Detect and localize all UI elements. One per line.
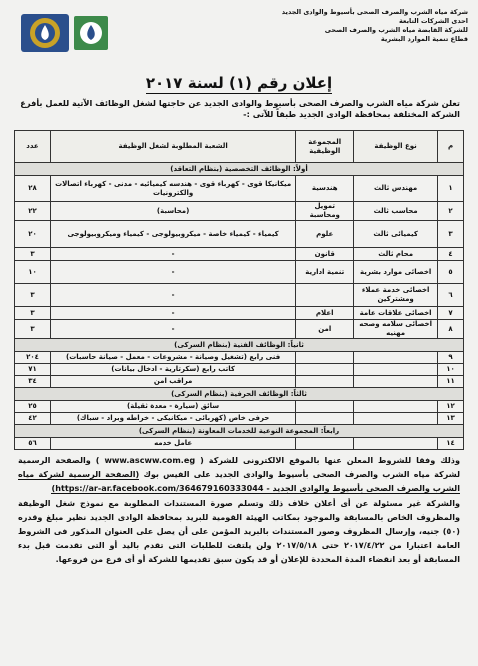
cell-spec: مراقب امن xyxy=(50,376,295,388)
table-row xyxy=(15,376,464,388)
cell-type: اخصائى سلامه وصحه مهنيه xyxy=(354,320,438,339)
cell-spec: - xyxy=(50,320,295,339)
intro-paragraph: تعلن شركة مياه الشرب والصرف الصحى بأسيوط والوادى الجديد عن حاجتها لشغل الوظائف الآتية للعمل بأفرع الشركة المختلفة بمحافظة الوادى الجديد طبقاً للآتى :- xyxy=(20,98,460,119)
announcement-title xyxy=(0,74,478,92)
facebook-page-link[interactable]: (الصفحة الرسمية لشركة مياه الشرب والصرف الصحى بأسيوط والوادى الجديد - https://ar-ar.facebook.com/364679160333044) xyxy=(18,469,460,494)
cell-group xyxy=(296,284,354,307)
table-row xyxy=(15,221,464,248)
cell-type: مهندس ثالث xyxy=(354,176,438,202)
cell-group: اعلام xyxy=(296,307,354,320)
cell-group: تمويل ومحاسبة xyxy=(296,202,354,221)
cell-num: ٨ xyxy=(438,320,464,339)
cell-group: علوم xyxy=(296,221,354,248)
header-type: نوع الوظيفة xyxy=(354,131,438,163)
table-header-row xyxy=(15,131,464,163)
cell-group xyxy=(296,413,354,425)
cell-num: ١٢ xyxy=(438,401,464,413)
cell-spec: - xyxy=(50,284,295,307)
cell-count: ٢٨ xyxy=(15,176,51,202)
cell-num: ١١ xyxy=(438,376,464,388)
cell-num: ٧ xyxy=(438,307,464,320)
table-row xyxy=(15,401,464,413)
cell-type xyxy=(354,364,438,376)
cell-count: ٥٦ xyxy=(15,438,51,450)
cell-count: ٣٤ xyxy=(15,376,51,388)
cell-num: ١٣ xyxy=(438,413,464,425)
table-row xyxy=(15,202,464,221)
cell-count: ٧١ xyxy=(15,364,51,376)
cell-type xyxy=(354,401,438,413)
section-title: ثالثاً: الوظائف الحرفية (بنظام السركى) xyxy=(15,388,464,401)
cell-type: اخصائى خدمة عملاء ومشتركين xyxy=(354,284,438,307)
footer-website-note: وذلك وفقا للشروط المعلن عنها بالموقع الالكترونى للشركة ( www.ascww.com.eg ) والصفحة الرسمية لشركة مياه الشرب والصرف الصحى بأسيوط والوادى الجديد على الفيس بوك xyxy=(18,455,460,480)
header-num: م xyxy=(438,131,464,163)
cell-count: ٢٠٤ xyxy=(15,352,51,364)
cell-type: محاسب ثالث xyxy=(354,202,438,221)
cell-type: اخصائى موارد بشرية xyxy=(354,261,438,284)
cell-group xyxy=(296,352,354,364)
footer-conditions: والشركة غير مسئولة عن أى أعلان خلاف ذلك وتسلم صورة المستندات المطلوبة مع نموذج شغل الوظيفة والمظروف الخاص بالمسابقة والموجود بمكاتب الهيئة القومية للبريد بمحافظة الوادى الجديد نظير مبلغ وقدره (٥٠) جنيه، وإرسال المظروف وصور المستندات بالبريد المؤمن على أن يصل على العنوان المذكور فى الشروط العامة اعتبارا من ٢٠١٧/٤/٢٢ حتى ٢٠١٧/٥/١٨ ولن يلتفت للطلبات التى تقدم باليد أو التى تقدمت قبل بدء المسابقة أو بعد انقضاء المدة المحددة للإعلان أو قد يكون سبق تقديمها للشركة أو أى فرع من فروعها. xyxy=(18,497,460,565)
section-row xyxy=(15,163,464,176)
cell-num: ٦ xyxy=(438,284,464,307)
cell-group xyxy=(296,401,354,413)
header-count: عدد xyxy=(15,131,51,163)
section-title: أولاً: الوظائف التخصصية (بنظام التعاقد) xyxy=(15,163,464,176)
cell-num: ٣ xyxy=(438,221,464,248)
cell-count: ٣ xyxy=(15,248,51,261)
cell-spec: كاتب رابع (سكرتارية - ادخال بيانات) xyxy=(50,364,295,376)
cell-count: ١٠ xyxy=(15,261,51,284)
cell-type: اخصائى علاقات عامة xyxy=(354,307,438,320)
cell-num: ٥ xyxy=(438,261,464,284)
cell-spec: - xyxy=(50,307,295,320)
cell-num: ١٠ xyxy=(438,364,464,376)
cell-num: ٢ xyxy=(438,202,464,221)
table-row xyxy=(15,248,464,261)
company-logo-icon xyxy=(20,10,110,56)
cell-group xyxy=(296,376,354,388)
letterhead xyxy=(268,8,468,44)
header-group: المجموعة الوظيفية xyxy=(296,131,354,163)
cell-group xyxy=(296,364,354,376)
header-spec: الشعبة المطلوبة لشغل الوظيفة xyxy=(50,131,295,163)
table-row xyxy=(15,284,464,307)
cell-spec: - xyxy=(50,261,295,284)
letterhead-line: للشركة القابضة مياه الشرب والصرف الصحى xyxy=(324,26,468,34)
section-title: رابعاً: المجموعة النوعية للخدمات المعاونة (بنظام السركى) xyxy=(15,425,464,438)
cell-group: هندسية xyxy=(296,176,354,202)
section-row xyxy=(15,388,464,401)
letterhead-line: احدى الشركات التابعة xyxy=(398,17,468,25)
table-row xyxy=(15,438,464,450)
cell-type: كيميائى ثالث xyxy=(354,221,438,248)
cell-count: ٤٢ xyxy=(15,413,51,425)
cell-spec: ميكانيكا قوى - كهرباء قوى - هندسه كيميائيه - مدنى - كهرباء اتصالات والكترونيات xyxy=(50,176,295,202)
cell-count: ٢٥ xyxy=(15,401,51,413)
cell-count: ٣ xyxy=(15,307,51,320)
section-row xyxy=(15,425,464,438)
cell-num: ١٤ xyxy=(438,438,464,450)
cell-group: امن xyxy=(296,320,354,339)
section-row xyxy=(15,339,464,352)
cell-type xyxy=(354,413,438,425)
cell-spec: عامل خدمه xyxy=(50,438,295,450)
table-row xyxy=(15,352,464,364)
cell-num: ١ xyxy=(438,176,464,202)
cell-type xyxy=(354,352,438,364)
cell-spec: كيمياء - كيمياء خاصة - ميكروبيولوجى - كيمياء وميكروبيولوجى xyxy=(50,221,295,248)
cell-spec: فنى رابع (تشغيل وصيانة - مشروعات - معمل - صيانة حاسبات) xyxy=(50,352,295,364)
cell-num: ٤ xyxy=(438,248,464,261)
cell-count: ٣ xyxy=(15,320,51,339)
jobs-table xyxy=(14,130,464,450)
table-row xyxy=(15,307,464,320)
footer-text xyxy=(18,453,460,567)
cell-group: قانون xyxy=(296,248,354,261)
cell-type: محام ثالث xyxy=(354,248,438,261)
table-row xyxy=(15,413,464,425)
cell-count: ٢٢ xyxy=(15,202,51,221)
cell-group xyxy=(296,438,354,450)
cell-spec: - xyxy=(50,248,295,261)
cell-num: ٩ xyxy=(438,352,464,364)
cell-spec: سائق (سيارة - معدة ثقيلة) xyxy=(50,401,295,413)
table-row xyxy=(15,261,464,284)
cell-type xyxy=(354,376,438,388)
cell-count: ٢٠ xyxy=(15,221,51,248)
letterhead-line: قطاع تنمية الموارد البشرية xyxy=(380,35,468,43)
cell-count: ٣ xyxy=(15,284,51,307)
announcement-title-text: إعلان رقم (١) لسنة ٢٠١٧ xyxy=(145,74,333,92)
cell-group: تنمية ادارية xyxy=(296,261,354,284)
section-title: ثانياً: الوظائف الفنية (بنظام السركى) xyxy=(15,339,464,352)
cell-spec: حرفى خاص (كهربائى - ميكانيكى - خراطه وبراد - سباك) xyxy=(50,413,295,425)
table-row xyxy=(15,320,464,339)
cell-spec: (محاسبة) xyxy=(50,202,295,221)
letterhead-line: شركة مياه الشرب والصرف الصحى بأسيوط والوادى الجديد xyxy=(281,8,468,16)
cell-type xyxy=(354,438,438,450)
table-row xyxy=(15,176,464,202)
jobs-table-body xyxy=(15,131,464,450)
table-row xyxy=(15,364,464,376)
